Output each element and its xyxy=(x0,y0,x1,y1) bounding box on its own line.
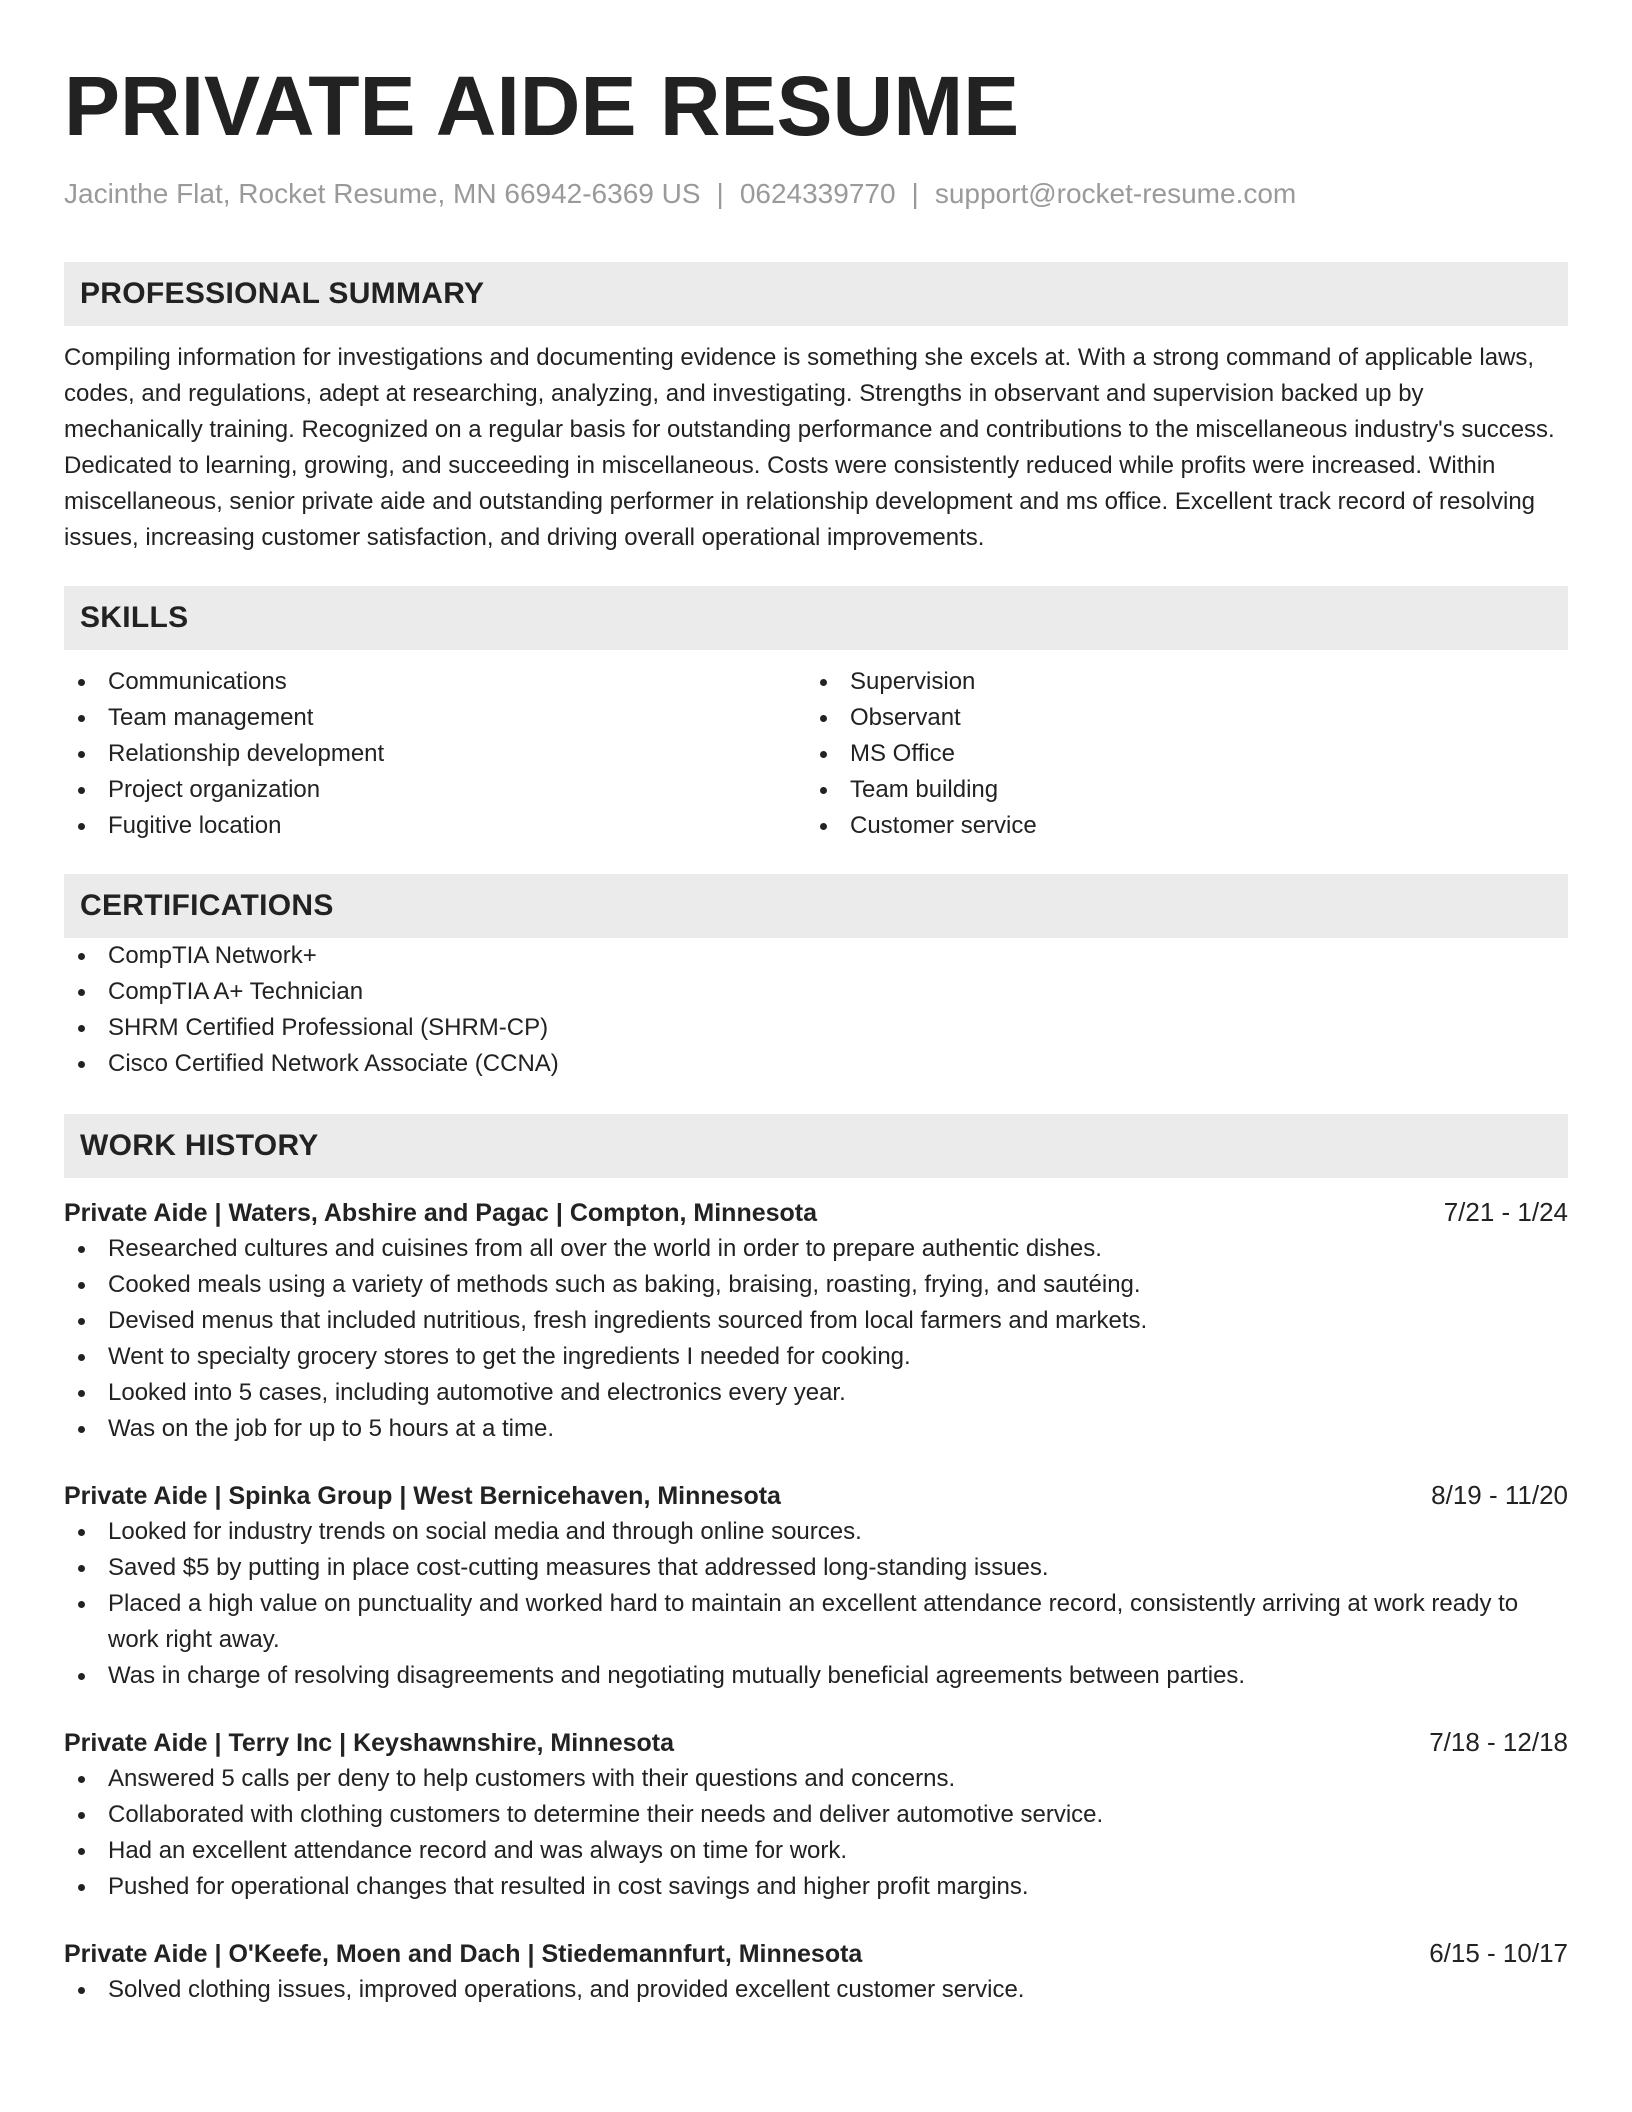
skill-item: MS Office xyxy=(806,736,1548,772)
skill-item: Team building xyxy=(806,772,1548,808)
certifications-list xyxy=(64,938,1568,1082)
job-bullet-list xyxy=(64,1231,1568,1447)
job-bullet: Researched cultures and cuisines from all over the world in order to prepare authentic dishes. xyxy=(64,1231,1568,1267)
job-bullet: Went to specialty grocery stores to get the ingredients I needed for cooking. xyxy=(64,1339,1568,1375)
skill-item: Customer service xyxy=(806,808,1548,844)
skills-column-left xyxy=(64,664,806,844)
job-entry xyxy=(64,1477,1568,1694)
job-header xyxy=(64,1724,1568,1761)
skill-item: Communications xyxy=(64,664,806,700)
skill-item: Observant xyxy=(806,700,1548,736)
job-title: Private Aide | Spinka Group | West Bernicehaven, Minnesota xyxy=(64,1482,781,1510)
job-bullet: Answered 5 calls per deny to help customers with their questions and concerns. xyxy=(64,1761,1568,1797)
job-bullet-list xyxy=(64,1761,1568,1905)
job-bullet: Saved $5 by putting in place cost-cutting measures that addressed long-standing issues. xyxy=(64,1550,1568,1586)
job-bullet-list xyxy=(64,1972,1568,2008)
summary-heading: PROFESSIONAL SUMMARY xyxy=(64,262,1568,326)
contact-separator: | xyxy=(716,178,724,209)
job-entry xyxy=(64,1194,1568,1447)
certification-item: SHRM Certified Professional (SHRM-CP) xyxy=(64,1010,1568,1046)
job-dates: 7/21 - 1/24 xyxy=(1443,1197,1568,1227)
skill-item: Team management xyxy=(64,700,806,736)
skill-item: Supervision xyxy=(806,664,1548,700)
job-bullet: Pushed for operational changes that resulted in cost savings and higher profit margins. xyxy=(64,1869,1568,1905)
skills-columns xyxy=(64,664,1568,844)
certification-item: Cisco Certified Network Associate (CCNA) xyxy=(64,1046,1568,1082)
skill-item: Relationship development xyxy=(64,736,806,772)
job-header xyxy=(64,1194,1568,1231)
skills-column-right xyxy=(806,664,1548,844)
job-bullet: Had an excellent attendance record and was always on time for work. xyxy=(64,1833,1568,1869)
work-history-heading: WORK HISTORY xyxy=(64,1114,1568,1178)
job-bullet: Collaborated with clothing customers to determine their needs and deliver automotive service. xyxy=(64,1797,1568,1833)
job-bullet-list xyxy=(64,1514,1568,1694)
job-bullet: Placed a high value on punctuality and worked hard to maintain an excellent attendance record, consistently arriving at work ready to work right away. xyxy=(64,1586,1568,1658)
skill-item: Project organization xyxy=(64,772,806,808)
job-bullet: Was in charge of resolving disagreements and negotiating mutually beneficial agreements between parties. xyxy=(64,1658,1568,1694)
job-bullet: Looked into 5 cases, including automotive and electronics every year. xyxy=(64,1375,1568,1411)
skills-list-left xyxy=(64,664,806,844)
job-bullet: Devised menus that included nutritious, fresh ingredients sourced from local farmers and markets. xyxy=(64,1303,1568,1339)
job-title: Private Aide | O'Keefe, Moen and Dach | Stiedemannfurt, Minnesota xyxy=(64,1940,863,1968)
contact-phone: 0624339770 xyxy=(739,178,896,209)
job-dates: 6/15 - 10/17 xyxy=(1429,1938,1568,1968)
job-entry xyxy=(64,1935,1568,2008)
job-bullet: Solved clothing issues, improved operations, and provided excellent customer service. xyxy=(64,1972,1568,2008)
contact-separator: | xyxy=(911,178,919,209)
job-dates: 8/19 - 11/20 xyxy=(1431,1480,1568,1510)
page-title: PRIVATE AIDE RESUME xyxy=(64,59,1020,153)
skills-list-right xyxy=(806,664,1548,844)
certification-item: CompTIA Network+ xyxy=(64,938,1568,974)
job-bullet: Looked for industry trends on social media and through online sources. xyxy=(64,1514,1568,1550)
certification-item: CompTIA A+ Technician xyxy=(64,974,1568,1010)
job-bullet: Was on the job for up to 5 hours at a time. xyxy=(64,1411,1568,1447)
contact-line xyxy=(64,176,1568,212)
job-header xyxy=(64,1477,1568,1514)
job-entry xyxy=(64,1724,1568,1905)
skill-item: Fugitive location xyxy=(64,808,806,844)
job-dates: 7/18 - 12/18 xyxy=(1429,1727,1568,1757)
job-header xyxy=(64,1935,1568,1972)
summary-text: Compiling information for investigations and documenting evidence is something she excels at. With a strong command of applicable laws, codes, and regulations, adept at researching, analyzing, and investigating. Strengths in observant and supervision backed up by mechanically training. Recognized on a regular basis for outstanding performance and contributions to the miscellaneous industry's success. Dedicated to learning, growing, and succeeding in miscellaneous. Costs were consistently reduced while profits were increased. Within miscellaneous, senior private aide and outstanding performer in relationship development and ms office. Excellent track record of resolving issues, increasing customer satisfaction, and driving overall operational improvements. xyxy=(64,344,1555,551)
job-title: Private Aide | Terry Inc | Keyshawnshire, Minnesota xyxy=(64,1729,675,1757)
job-bullet: Cooked meals using a variety of methods such as baking, braising, roasting, frying, and sautéing. xyxy=(64,1267,1568,1303)
job-title: Private Aide | Waters, Abshire and Pagac | Compton, Minnesota xyxy=(64,1199,818,1227)
contact-email: support@rocket-resume.com xyxy=(934,178,1297,209)
contact-address: Jacinthe Flat, Rocket Resume, MN 66942-6369 US xyxy=(64,178,701,209)
certifications-heading: CERTIFICATIONS xyxy=(64,874,1568,938)
skills-heading: SKILLS xyxy=(64,586,1568,650)
